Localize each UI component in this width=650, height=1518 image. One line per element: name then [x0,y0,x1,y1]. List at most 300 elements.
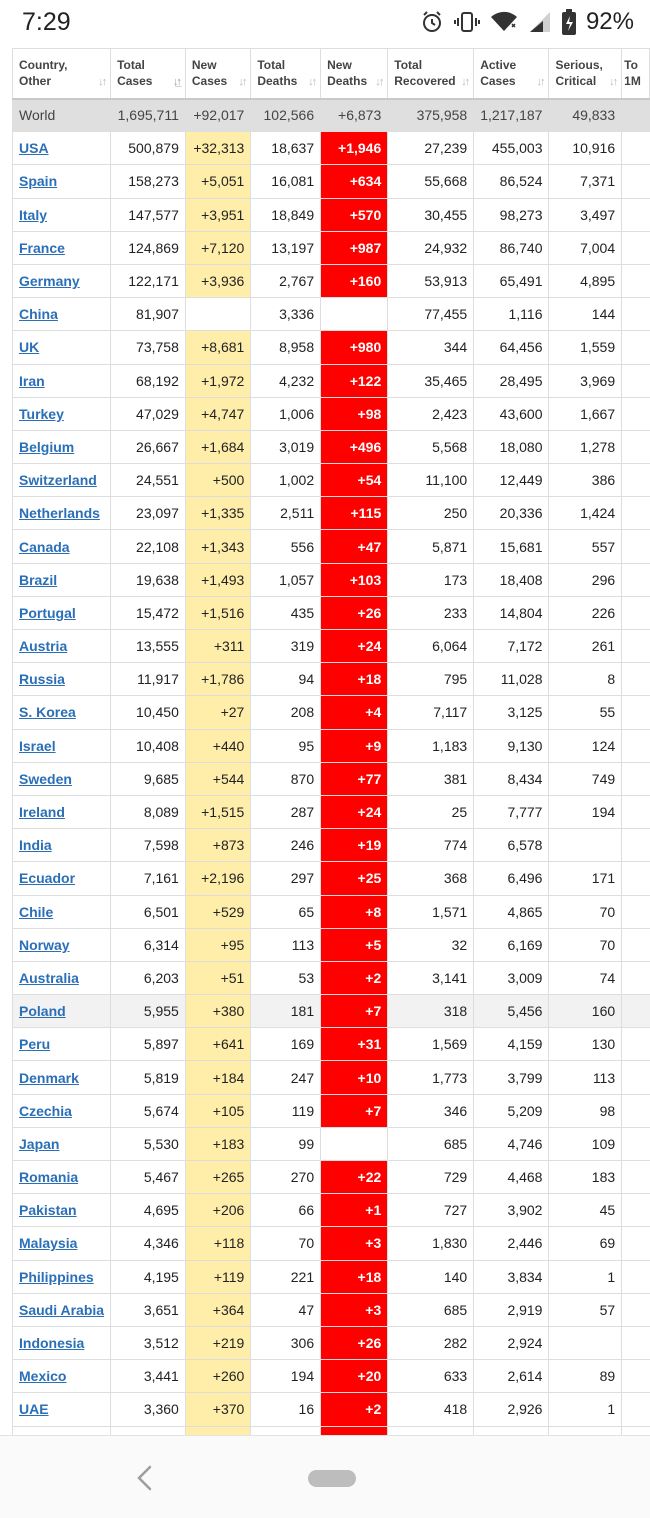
status-time: 7:29 [22,8,71,36]
cell-serious: 89 [549,1360,622,1393]
cell-country [13,1426,111,1435]
country-link[interactable]: Japan [19,1135,60,1152]
cell-tests-partial [622,231,650,264]
cell-country [13,696,111,729]
cell-active-cases: 3,834 [474,1260,549,1293]
country-link[interactable]: Israel [19,737,56,754]
cell-country [13,1028,111,1061]
cell-new-deaths [321,1127,388,1160]
cell-total-cases: 7,161 [111,862,186,895]
header-active-cases[interactable]: Active Cases ↓↑ [474,49,549,99]
cell-tests-partial [622,99,650,132]
cell-total-deaths: 53 [251,961,321,994]
vibrate-icon [454,10,480,34]
cell-active-cases: 5,456 [474,995,549,1028]
cell-total-deaths: 221 [251,1260,321,1293]
table-row [13,198,650,231]
table-row [13,497,650,530]
table-row [13,1426,650,1435]
cell-tests-partial [622,995,650,1028]
cell-total-deaths: 287 [251,795,321,828]
cell-total-cases: 3,512 [111,1326,186,1359]
cell-country [13,530,111,563]
cell-total-deaths: 1,006 [251,397,321,430]
table-row [13,165,650,198]
table-row [13,1028,650,1061]
cell-new-cases: +311 [185,630,250,663]
cell-new-cases: +5,051 [185,165,250,198]
cell-new-deaths: +7 [321,995,388,1028]
cell-total-recovered: 5,568 [388,430,474,463]
cell-total-deaths: 18,637 [251,132,321,165]
cell-new-cases: +364 [185,1293,250,1326]
country-link[interactable]: China [19,306,58,323]
country-link[interactable]: Romania [19,1169,79,1186]
cell-country [13,630,111,663]
cell-new-deaths: +6,873 [321,99,388,132]
cell-new-cases: +3,951 [185,198,250,231]
cell-new-cases: +440 [185,729,250,762]
cell-total-recovered [388,1426,474,1435]
cell-serious: 226 [549,596,622,629]
cell-total-cases: 68,192 [111,364,186,397]
cell-active-cases: 4,468 [474,1161,549,1194]
cell-new-deaths: +570 [321,198,388,231]
cell-new-cases: +2,196 [185,862,250,895]
cell-new-deaths: +1,946 [321,132,388,165]
cell-total-recovered: 250 [388,497,474,530]
country-link[interactable]: Iran [19,372,45,389]
table-row [13,1293,650,1326]
cell-new-deaths: +20 [321,1360,388,1393]
cell-new-deaths: +103 [321,563,388,596]
cell-new-cases: +4,747 [185,397,250,430]
cell-total-cases: 124,869 [111,231,186,264]
table-row [13,596,650,629]
cell-active-cases: 7,777 [474,795,549,828]
cell-total-deaths: 95 [251,729,321,762]
country-link[interactable]: Spain [19,173,58,190]
country-link[interactable]: Chile [19,903,54,920]
country-link[interactable]: Norway [19,936,70,953]
country-link[interactable]: Netherlands [19,505,100,522]
cell-new-cases: +1,493 [185,563,250,596]
cell-total-recovered: 6,064 [388,630,474,663]
cell-new-deaths: +634 [321,165,388,198]
cell-serious: 3,969 [549,364,622,397]
cell-serious: 70 [549,928,622,961]
cell-new-deaths: +26 [321,1326,388,1359]
cell-total-recovered: 344 [388,331,474,364]
world-row [13,99,650,132]
cell-active-cases: 5,209 [474,1094,549,1127]
cell-active-cases: 98,273 [474,198,549,231]
cell-total-cases: 10,450 [111,696,186,729]
cell-serious: 3,497 [549,198,622,231]
table-row [13,1360,650,1393]
country-link[interactable]: Germany [19,273,80,290]
cell-new-deaths [321,1426,388,1435]
cell-total-recovered: 173 [388,563,474,596]
cell-new-cases: +51 [185,961,250,994]
country-link[interactable]: Turkey [19,405,64,422]
cell-tests-partial [622,298,650,331]
cell-new-cases: +1,335 [185,497,250,530]
cell-new-deaths: +496 [321,430,388,463]
cell-total-deaths: 18,849 [251,198,321,231]
cell-country [13,1094,111,1127]
cell-new-deaths: +7 [321,1094,388,1127]
cell-total-recovered: 5,871 [388,530,474,563]
table-row [13,1061,650,1094]
cell-tests-partial [622,364,650,397]
table-row [13,132,650,165]
table-row [13,862,650,895]
cell-total-deaths: 435 [251,596,321,629]
country-link[interactable]: Russia [19,671,65,688]
cell-tests-partial [622,895,650,928]
country-link[interactable]: Austria [19,638,68,655]
cell-serious: 1,278 [549,430,622,463]
cell-country [13,1194,111,1227]
header-total-cases[interactable]: Total Cases ↓̲↑ [111,49,186,99]
cell-active-cases: 64,456 [474,331,549,364]
cell-total-recovered: 282 [388,1326,474,1359]
cell-serious: 130 [549,1028,622,1061]
cell-total-deaths: 70 [251,1227,321,1260]
cell-total-cases: 73,758 [111,331,186,364]
cell-new-cases: +380 [185,995,250,1028]
cell-serious: 7,004 [549,231,622,264]
cell-total-deaths: 556 [251,530,321,563]
country-link[interactable]: Czechia [19,1102,72,1119]
cell-new-cases: +370 [185,1393,250,1426]
cell-new-cases: +32,313 [185,132,250,165]
cell-active-cases: 65,491 [474,264,549,297]
sort-icon: ↓̲↑ [172,75,180,88]
cell-active-cases: 15,681 [474,530,549,563]
cell-new-deaths: +3 [321,1227,388,1260]
cell-country [13,596,111,629]
cell-active-cases: 2,926 [474,1393,549,1426]
cell-serious: 1 [549,1393,622,1426]
cell-total-cases: 4,195 [111,1260,186,1293]
cell-new-cases: +119 [185,1260,250,1293]
battery-percentage: 92% [585,8,634,35]
cell-new-cases: +641 [185,1028,250,1061]
country-link[interactable]: USA [19,140,49,157]
country-link[interactable]: France [19,239,65,256]
signal-icon [528,10,552,34]
country-link[interactable]: Australia [19,969,79,986]
country-link[interactable]: Peru [19,1036,51,1053]
cell-new-cases: +544 [185,762,250,795]
cell-total-deaths: 2,511 [251,497,321,530]
cell-total-cases: 23,097 [111,497,186,530]
table-row [13,1161,650,1194]
cell-country [13,1360,111,1393]
header-serious-critical[interactable]: Serious, Critical ↓↑ [549,49,622,99]
cell-serious: 70 [549,895,622,928]
cell-serious: 183 [549,1161,622,1194]
country-link[interactable]: Canada [19,538,70,555]
cell-total-recovered: 53,913 [388,264,474,297]
cell-country [13,364,111,397]
cell-new-cases: +1,516 [185,596,250,629]
country-link[interactable]: Indonesia [19,1335,85,1352]
cell-new-cases: +529 [185,895,250,928]
cell-active-cases: 43,600 [474,397,549,430]
cell-total-cases: 19,638 [111,563,186,596]
cell-total-recovered: 729 [388,1161,474,1194]
cell-total-recovered: 1,569 [388,1028,474,1061]
cell-total-deaths: 13,197 [251,231,321,264]
country-link[interactable]: Philippines [19,1268,94,1285]
cell-new-deaths: +987 [321,231,388,264]
cell-active-cases: 8,434 [474,762,549,795]
cell-serious: 124 [549,729,622,762]
sort-icon: ↓↑ [461,75,469,88]
cell-active-cases: 20,336 [474,497,549,530]
cell-tests-partial [622,862,650,895]
cell-active-cases: 7,172 [474,630,549,663]
cell-tests-partial [622,961,650,994]
cell-total-deaths: 1,057 [251,563,321,596]
cell-new-deaths: +1 [321,1194,388,1227]
cell-total-cases: 13,555 [111,630,186,663]
table-row [13,563,650,596]
cell-new-deaths: +980 [321,331,388,364]
country-link[interactable]: Portugal [19,604,76,621]
cell-active-cases: 1,116 [474,298,549,331]
cell-new-deaths: +26 [321,596,388,629]
cell-tests-partial [622,829,650,862]
cell-total-recovered: 685 [388,1293,474,1326]
country-link[interactable]: India [19,837,52,854]
header-tests-per-1m[interactable]: To 1M [622,49,650,99]
cell-total-recovered: 774 [388,829,474,862]
cell-total-deaths: 94 [251,663,321,696]
cell-country [13,995,111,1028]
cell-country [13,397,111,430]
status-icons [420,8,634,36]
country-link[interactable]: Sweden [19,770,72,787]
country-link[interactable]: Ireland [19,804,65,821]
cell-total-cases: 15,472 [111,596,186,629]
cell-tests-partial [622,530,650,563]
cell-new-cases: +1,972 [185,364,250,397]
country-link[interactable]: Switzerland [19,472,97,489]
covid-table-container[interactable] [0,32,650,1435]
cell-new-cases: +1,786 [185,663,250,696]
cell-new-deaths: +115 [321,497,388,530]
cell-total-recovered: 27,239 [388,132,474,165]
cell-country [13,862,111,895]
cell-total-cases: 500,879 [111,132,186,165]
cell-country [13,795,111,828]
cell-tests-partial [622,1360,650,1393]
cell-total-cases: 3,360 [111,1393,186,1426]
country-link[interactable]: Italy [19,206,48,223]
header-new-deaths[interactable]: New Deaths ↓↑ [321,49,388,99]
country-link[interactable]: Belgium [19,438,75,455]
cell-new-deaths: +4 [321,696,388,729]
cell-new-cases: +265 [185,1161,250,1194]
cell-new-deaths: +3 [321,1293,388,1326]
sort-icon: ↓↑ [536,75,544,88]
cell-total-cases: 11,917 [111,663,186,696]
header-total-deaths[interactable]: Total Deaths ↓↑ [251,49,321,99]
cell-active-cases: 6,496 [474,862,549,895]
header-new-cases[interactable]: New Cases ↓↑ [185,49,250,99]
cell-tests-partial [622,729,650,762]
cell-total-recovered: 30,455 [388,198,474,231]
table-row [13,264,650,297]
cell-total-cases: 158,273 [111,165,186,198]
cell-total-deaths: 47 [251,1293,321,1326]
country-link[interactable]: Poland [19,1003,66,1020]
cell-total-cases: 22,108 [111,530,186,563]
cell-new-cases [185,1426,250,1435]
cell-country [13,1127,111,1160]
cell-total-cases: 5,955 [111,995,186,1028]
table-row [13,397,650,430]
cell-new-cases [185,298,250,331]
table-row [13,298,650,331]
cell-total-recovered: 633 [388,1360,474,1393]
table-row [13,829,650,862]
cell-total-cases: 4,695 [111,1194,186,1227]
cell-new-deaths: +9 [321,729,388,762]
cell-new-deaths: +54 [321,464,388,497]
cell-total-cases: 5,897 [111,1028,186,1061]
cell-new-cases: +500 [185,464,250,497]
back-icon[interactable] [134,1464,156,1492]
cell-total-recovered: 318 [388,995,474,1028]
table-row [13,1326,650,1359]
cell-total-recovered: 11,100 [388,464,474,497]
cell-tests-partial [622,430,650,463]
cell-total-cases: 6,314 [111,928,186,961]
covid-stats-table [12,48,650,1435]
cell-new-deaths: +24 [321,795,388,828]
cell-tests-partial [622,1293,650,1326]
cell-country [13,1161,111,1194]
cell-active-cases: 18,080 [474,430,549,463]
table-row [13,530,650,563]
cell-new-deaths: +5 [321,928,388,961]
cell-total-deaths: 102,566 [251,99,321,132]
table-row [13,430,650,463]
cell-serious [549,829,622,862]
cell-total-deaths: 870 [251,762,321,795]
cell-total-deaths: 16 [251,1393,321,1426]
cell-total-recovered: 1,773 [388,1061,474,1094]
cell-new-deaths: +31 [321,1028,388,1061]
country-link[interactable]: Malaysia [19,1235,78,1252]
country-link[interactable]: Pakistan [19,1202,77,1219]
cell-country [13,563,111,596]
cell-total-cases: 5,530 [111,1127,186,1160]
cell-total-recovered: 1,183 [388,729,474,762]
table-row [13,1127,650,1160]
country-link[interactable]: UAE [19,1401,49,1418]
cell-total-cases: 8,089 [111,795,186,828]
cell-country [13,198,111,231]
country-link[interactable]: S. Korea [19,704,76,721]
cell-tests-partial [622,497,650,530]
cell-tests-partial [622,264,650,297]
world-label: World [13,99,111,132]
cell-serious [549,1326,622,1359]
cell-tests-partial [622,165,650,198]
cell-serious: 261 [549,630,622,663]
cell-new-cases: +1,515 [185,795,250,828]
country-link[interactable]: UK [19,339,40,356]
header-total-recovered[interactable]: Total Recovered ↓↑ [388,49,474,99]
cell-country [13,1061,111,1094]
cell-country [13,1326,111,1359]
cell-tests-partial [622,397,650,430]
cell-new-deaths: +24 [321,630,388,663]
cell-total-deaths: 3,019 [251,430,321,463]
country-link[interactable]: Ecuador [19,870,76,887]
cell-serious: 144 [549,298,622,331]
cell-country [13,762,111,795]
cell-serious: 7,371 [549,165,622,198]
cell-total-deaths [251,1426,321,1435]
cell-total-recovered: 25 [388,795,474,828]
table-row [13,895,650,928]
cell-tests-partial [622,1094,650,1127]
cell-country [13,663,111,696]
table-row [13,1094,650,1127]
cell-new-deaths: +10 [321,1061,388,1094]
cell-total-deaths: 16,081 [251,165,321,198]
cell-country [13,464,111,497]
cell-serious: 113 [549,1061,622,1094]
cell-total-cases: 81,907 [111,298,186,331]
country-link[interactable]: Mexico [19,1368,67,1385]
cell-tests-partial [622,1227,650,1260]
table-row [13,729,650,762]
country-link[interactable]: Brazil [19,571,58,588]
cell-serious: 171 [549,862,622,895]
cell-new-deaths: +160 [321,264,388,297]
table-row [13,961,650,994]
cell-total-deaths: 247 [251,1061,321,1094]
cell-serious: 749 [549,762,622,795]
cell-total-cases: 4,346 [111,1227,186,1260]
cell-serious: 10,916 [549,132,622,165]
cell-total-recovered: 77,455 [388,298,474,331]
cell-tests-partial [622,563,650,596]
status-bar [0,0,650,44]
cell-active-cases: 9,130 [474,729,549,762]
country-link[interactable]: Denmark [19,1069,79,1086]
header-country[interactable]: Country, Other ↓↑ [13,49,111,99]
cell-total-deaths: 208 [251,696,321,729]
cell-tests-partial [622,1161,650,1194]
home-pill-icon[interactable] [308,1470,356,1487]
system-nav-bar [0,1435,650,1518]
table-row [13,331,650,364]
cell-total-cases: 5,467 [111,1161,186,1194]
sort-icon: ↓↑ [609,75,617,88]
country-link[interactable]: Saudi Arabia [19,1301,105,1318]
table-row [13,795,650,828]
cell-country [13,895,111,928]
